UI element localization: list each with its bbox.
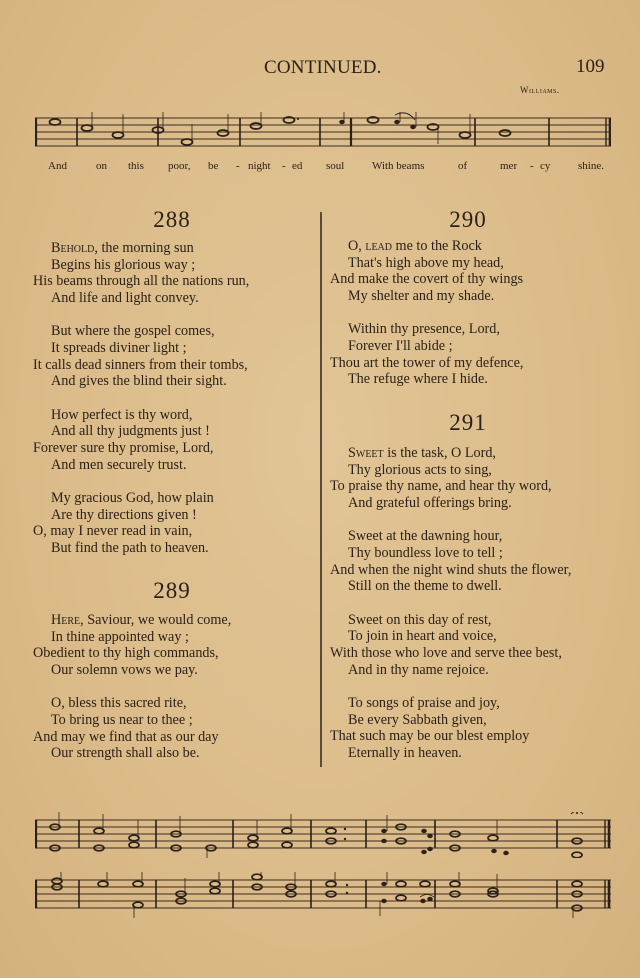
verse-line: To join in heart and voice,	[348, 628, 497, 645]
verse-line: That such may be our blest employ	[330, 728, 530, 745]
verse-line: Forever sure thy promise, Lord,	[33, 439, 214, 456]
verse-line: Eternally in heaven.	[348, 744, 462, 761]
top-music-staff	[35, 112, 611, 154]
verse-line: Here, Saviour, we would come,	[51, 612, 232, 628]
verse-line: Sweet is the task, O Lord,	[348, 445, 496, 461]
verse-line: It calls dead sinners from their tombs,	[33, 356, 248, 373]
verse-line: With those who love and serve thee best,	[330, 644, 562, 661]
verse-line: Sweet at the dawning hour,	[348, 528, 503, 545]
verse-line: Be every Sabbath given,	[348, 711, 487, 728]
verse-line: Thou art the tower of my defence,	[330, 354, 524, 371]
lyric-syllable: night	[248, 160, 271, 172]
verse-line: But find the path to heaven.	[51, 539, 209, 556]
verse-line: And life and light convey.	[51, 289, 199, 306]
verse-line: Are thy directions given !	[51, 506, 197, 523]
stanza	[330, 238, 523, 304]
hymn-290-text	[330, 238, 523, 388]
tune-composer: Williams.	[520, 85, 560, 95]
column-divider	[320, 212, 322, 767]
lyric-syllable: be	[208, 160, 219, 172]
verse-line: And grateful offerings bring.	[348, 494, 512, 511]
lyric-syllable: And	[48, 160, 67, 172]
stanza	[33, 490, 249, 556]
lyric-syllable: -	[236, 160, 240, 172]
bottom-music-staff-upper	[35, 812, 611, 858]
verse-line: That's high above my head,	[348, 254, 504, 271]
stanza	[33, 407, 249, 473]
stanza	[330, 445, 571, 511]
verse-line: My shelter and my shade.	[348, 287, 495, 304]
lyric-syllable: mer	[500, 160, 518, 172]
hymn-288-text	[33, 240, 249, 557]
verse-line: The refuge where I hide.	[348, 371, 488, 388]
lyric-syllable: poor,	[168, 160, 191, 172]
verse-line: Still on the theme to dwell.	[348, 578, 502, 595]
verse-line: And make the covert of thy wings	[330, 271, 524, 288]
hymn-number-288: 288	[153, 207, 191, 232]
lyric-syllable: With beams	[372, 160, 425, 172]
verse-line: It spreads diviner light ;	[51, 339, 187, 356]
music-notation-icon	[35, 112, 611, 154]
verse-line: And gives the blind their sight.	[51, 373, 227, 390]
verse-line: How perfect is thy word,	[51, 406, 193, 423]
stanza	[330, 321, 523, 387]
verse-line: To songs of praise and joy,	[348, 695, 500, 712]
page-header-title: CONTINUED.	[264, 57, 382, 78]
stanza	[33, 612, 231, 678]
verse-line: Within thy presence, Lord,	[348, 321, 500, 338]
stanza	[330, 528, 571, 594]
hymn-number-289: 289	[153, 578, 191, 603]
bottom-music-staff-lower	[35, 872, 611, 918]
verse-line: O, lead me to the Rock	[348, 238, 482, 254]
hymn-289-text	[33, 612, 231, 762]
lyric-syllable: cy	[540, 160, 551, 172]
hymn-number-291: 291	[449, 410, 487, 435]
verse-line: And may we find that as our day	[33, 728, 219, 745]
verse-line: And men securely trust.	[51, 456, 187, 473]
page-number: 109	[576, 56, 605, 77]
verse-line: Our solemn vows we pay.	[51, 661, 198, 678]
verse-line: To bring us near to thee ;	[51, 711, 193, 728]
tune-lyrics	[40, 160, 610, 176]
lyric-syllable: soul	[326, 160, 345, 172]
stanza	[330, 612, 571, 678]
verse-line: Begins his glorious way ;	[51, 256, 196, 273]
verse-line: O, bless this sacred rite,	[51, 695, 187, 712]
lyric-syllable: shine.	[578, 160, 604, 172]
verse-line: To praise thy name, and hear thy word,	[330, 478, 552, 495]
verse-line: Forever I'll abide ;	[348, 337, 453, 354]
verse-line: In thine appointed way ;	[51, 628, 189, 645]
verse-line: Obedient to thy high commands,	[33, 645, 219, 662]
hymn-number-290: 290	[449, 207, 487, 232]
verse-line: His beams through all the nations run,	[33, 273, 250, 290]
verse-line: And in thy name rejoice.	[348, 661, 489, 678]
verse-line: Our strength shall also be.	[51, 745, 200, 762]
verse-line: Thy boundless love to tell ;	[348, 544, 503, 561]
music-notation-icon	[35, 872, 611, 918]
lyric-syllable: of	[458, 160, 468, 172]
stanza	[330, 695, 571, 761]
lyric-syllable: -	[530, 160, 534, 172]
stanza	[33, 323, 249, 389]
verse-line: My gracious God, how plain	[51, 490, 214, 507]
music-notation-icon	[35, 812, 611, 858]
lyric-syllable: -	[282, 160, 286, 172]
verse-line: O, may I never read in vain,	[33, 523, 193, 540]
stanza	[33, 240, 249, 306]
verse-line: Sweet on this day of rest,	[348, 611, 492, 628]
verse-line: And all thy judgments just !	[51, 423, 210, 440]
stanza	[33, 695, 231, 761]
lyric-syllable: on	[96, 160, 107, 172]
lyric-syllable: this	[128, 160, 144, 172]
verse-line: Behold, the morning sun	[51, 240, 194, 256]
lyric-syllable: ed	[292, 160, 303, 172]
verse-line: And when the night wind shuts the flower,	[330, 561, 572, 578]
verse-line: Thy glorious acts to sing,	[348, 461, 492, 478]
verse-line: But where the gospel comes,	[51, 323, 215, 340]
hymn-291-text	[330, 445, 571, 762]
